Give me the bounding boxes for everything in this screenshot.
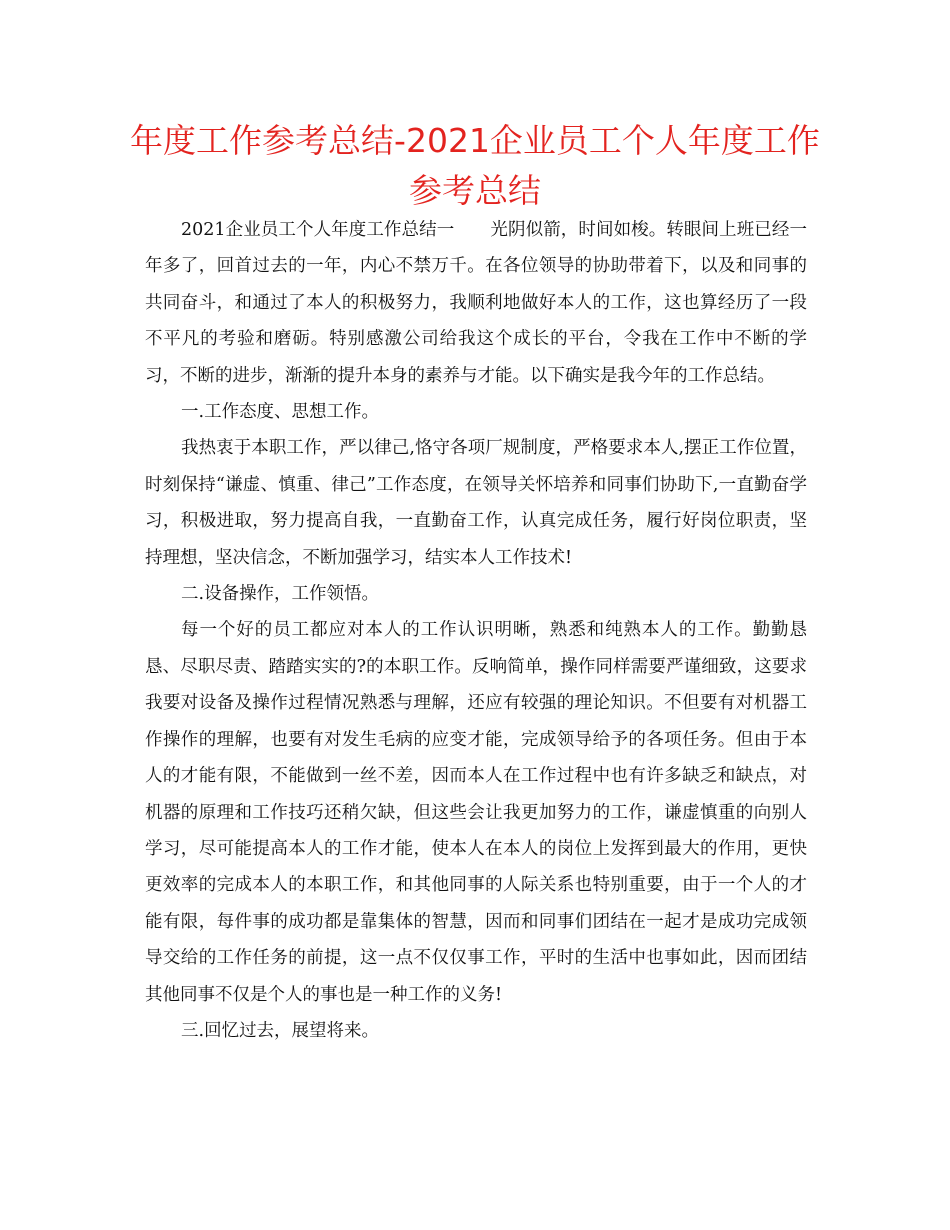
- document-title: 年度工作参考总结-2021企业员工个人年度工作参考总结: [130, 121, 820, 210]
- intro-paragraph: [145, 212, 807, 394]
- intro-text: 光阴似箭，时间如梭。转眼间上班已经一年多了，回首过去的一年，内心不禁万千。在各位领导的协助带着下，以及和同事的共同奋斗，和通过了本人的积极努力，我顺利地做好本人的工作，这也算经历了一段不平凡的考验和磨砺。特别感激公司给我这个成长的平台，令我在工作中不断的学习，不断的进步，渐渐的提升本身的素养与才能。以下确实是我今年的工作总结。: [145, 220, 807, 386]
- section-paragraph-1: 我热衷于本职工作，严以律己,恪守各项厂规制度，严格要求本人,摆正工作位置，时刻保持“谦虚、慎重、律己”工作态度，在领导关怀培养和同事们协助下,一直勤奋学习，积极进取，努力提高自我，一直勤奋工作，认真完成任务，履行好岗位职责，坚持理想，坚决信念，不断加强学习，结实本人工作技术!: [145, 438, 807, 568]
- section-paragraph-2: 每一个好的员工都应对本人的工作认识明晰，熟悉和纯熟本人的工作。勤勤恳恳、尽职尽责、踏踏实实的?的本职工作。反响简单，操作同样需要严谨细致，这要求我要对设备及操作过程情况熟悉与理解，还应有较强的理论知识。不但要有对机器工作操作的理解，也要有对发生毛病的应变才能，完成领导给予的各项任务。但由于本人的才能有限，不能做到一丝不差，因而本人在工作过程中也有许多缺乏和缺点，对机器的原理和工作技巧还稍欠缺，但这些会让我更加努力的工作，谦虚慎重的向别人学习，尽可能提高本人的工作才能，使本人在本人的岗位上发挥到最大的作用，更快更效率的完成本人的本职工作，和其他同事的人际关系也特别重要，由于一个人的才能有限，每件事的成功都是靠集体的智慧，因而和同事们团结在一起才是成功完成领导交给的工作任务的前提，这一点不仅仅事工作，平时的生活中也事如此，因而团结其他同事不仅是个人的事也是一种工作的义务!: [145, 620, 807, 1005]
- section-heading-3: 三.回忆过去，展望将来。: [181, 1020, 380, 1041]
- section-heading-1: 一.工作态度、思想工作。: [181, 402, 380, 423]
- document-body: [145, 212, 807, 1049]
- intro-heading: 2021企业员工个人年度工作总结一: [181, 220, 455, 240]
- section-heading-2: 二.设备操作，工作领悟。: [181, 584, 380, 605]
